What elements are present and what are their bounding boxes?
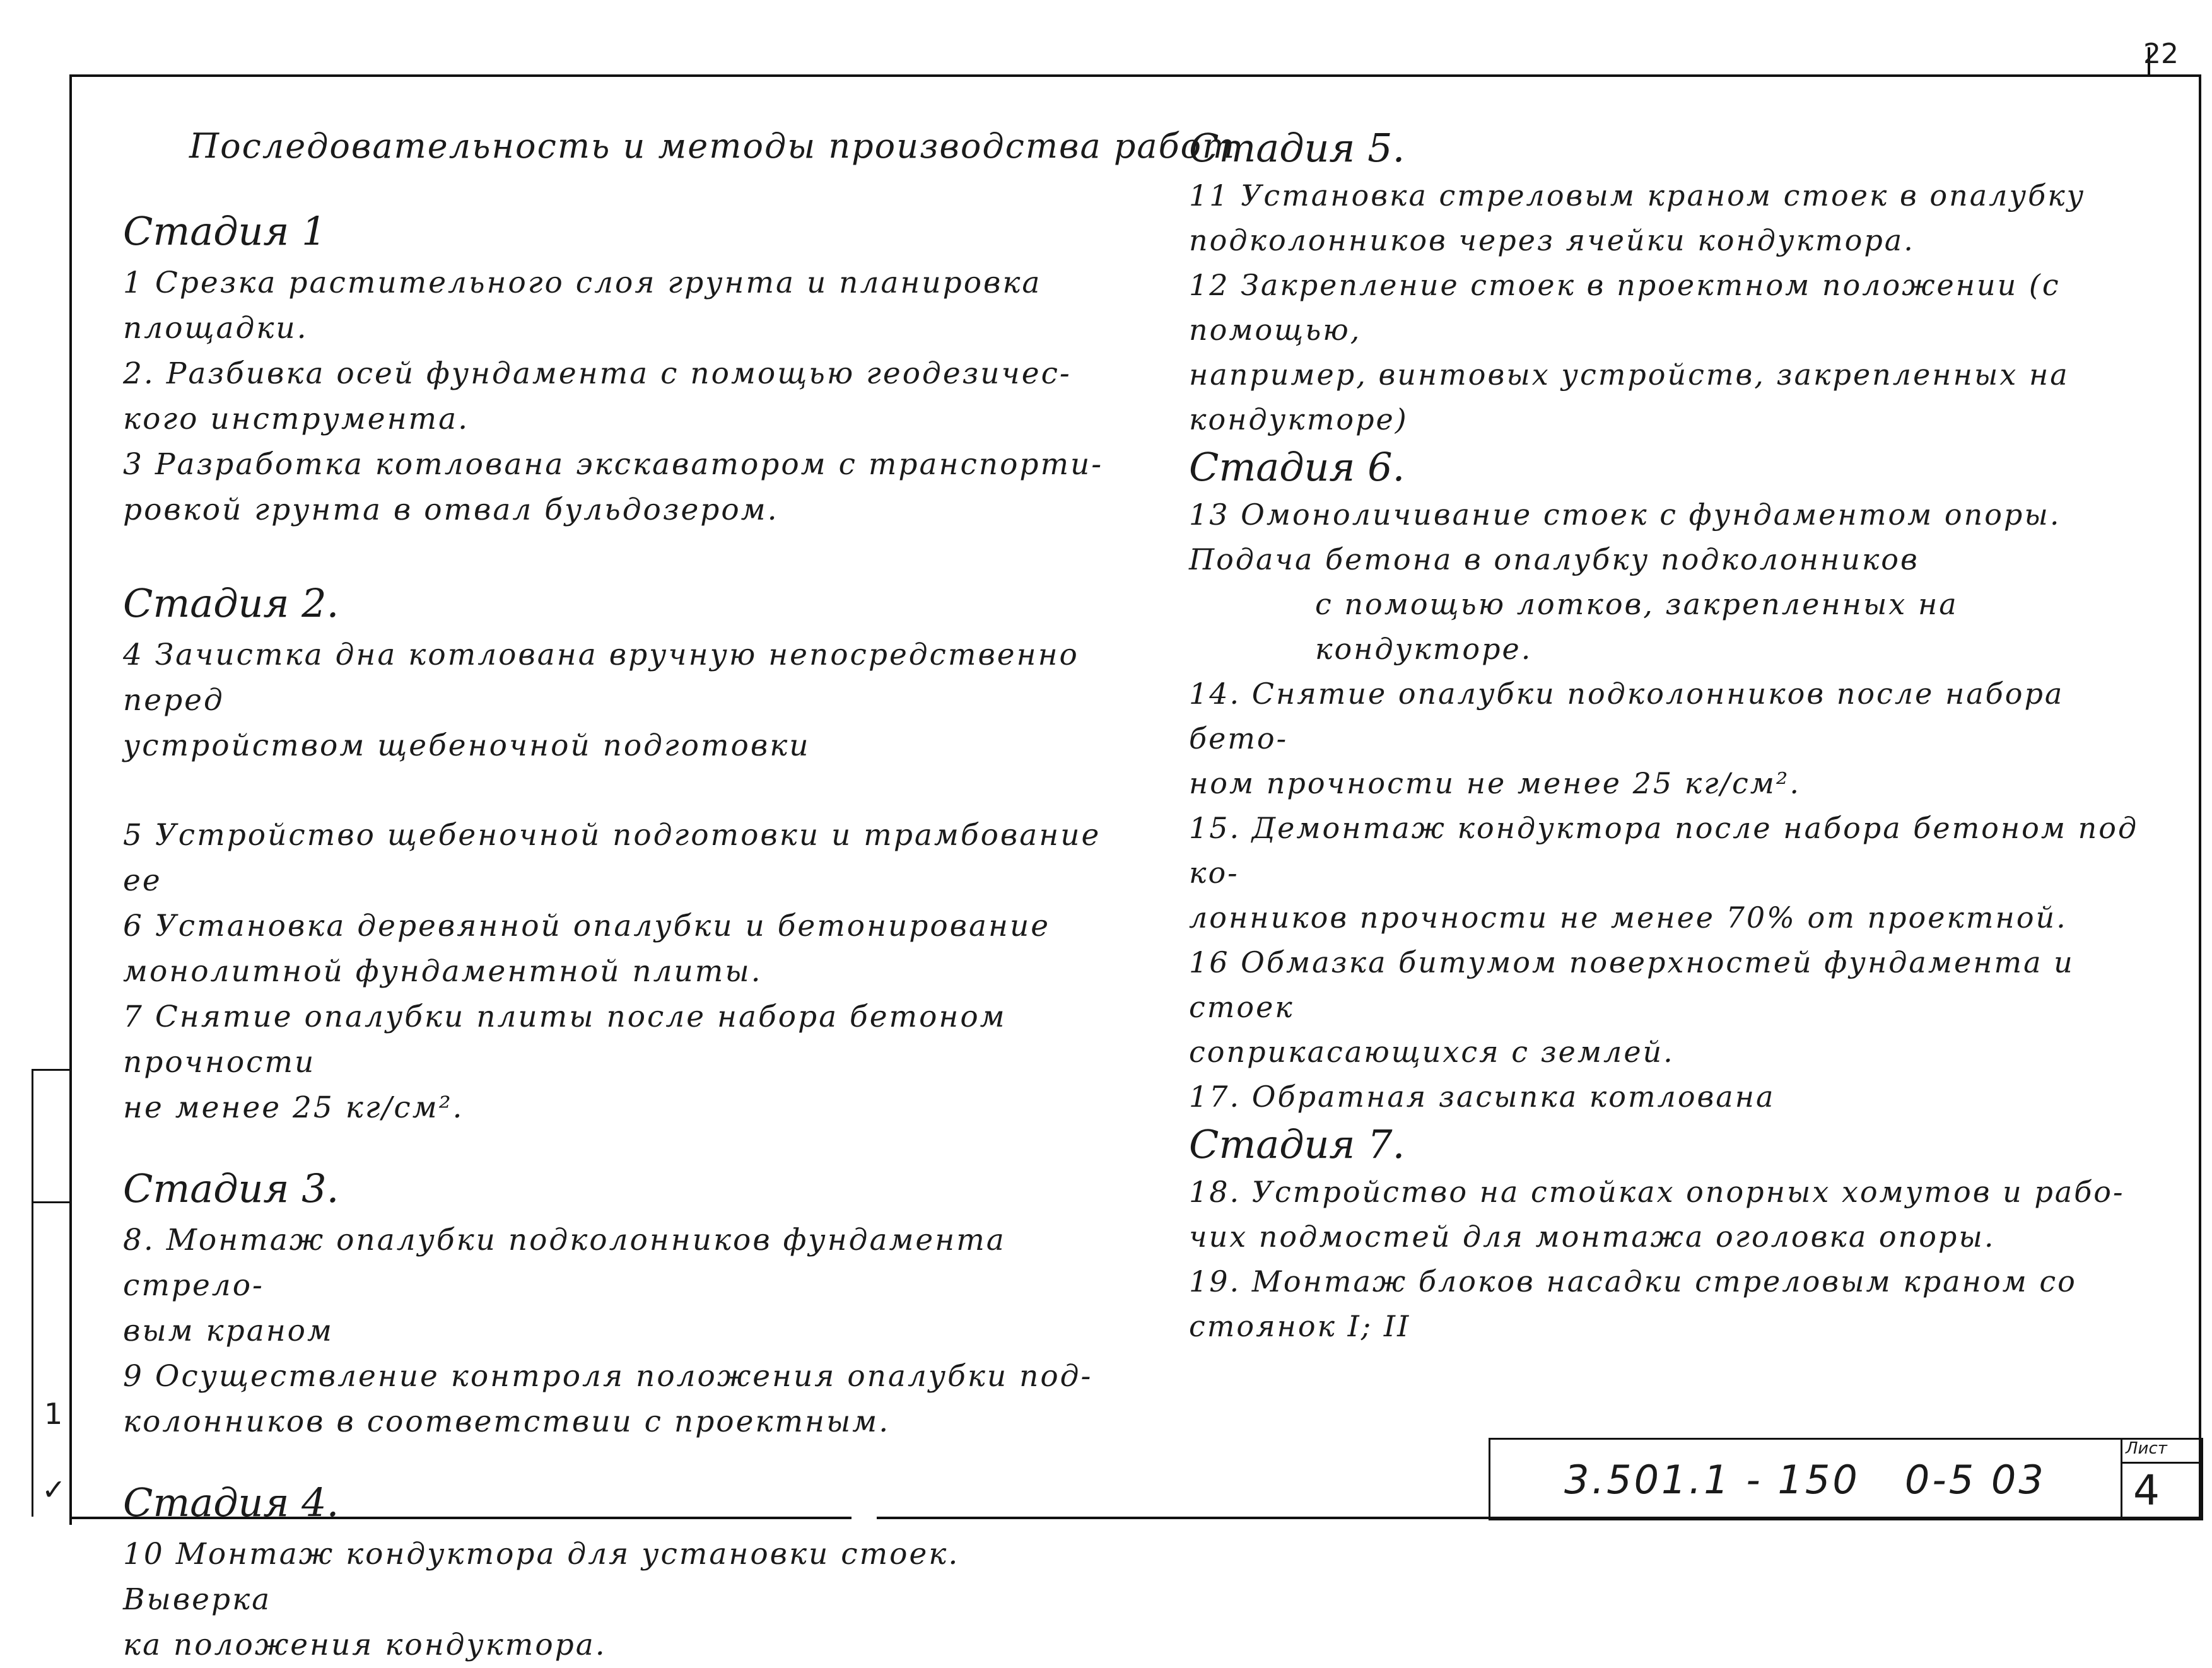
stage4-heading: Стадия 4.: [123, 1479, 339, 1525]
frame-top: [69, 74, 2201, 77]
margin-strip-h1: [32, 1069, 71, 1071]
stage5-heading: Стадия 5.: [1189, 125, 1405, 171]
text-line: кого инструмента.: [123, 402, 470, 436]
text-line: не менее 25 кг/см².: [123, 1090, 464, 1125]
text-line: соприкасающихся с землей.: [1189, 1035, 1675, 1069]
text-line: подколонников через ячейки кондуктора.: [1189, 223, 1915, 257]
text-line: ном прочности не менее 25 кг/см².: [1189, 766, 1801, 800]
text-line: ровкой грунта в отвал бульдозером.: [123, 493, 779, 527]
text-line: колонников в соответствии с проектным.: [123, 1404, 891, 1439]
text-line: 13 Омоноличивание стоек с фундаментом опоры.: [1189, 498, 2061, 532]
text-line: 17. Обратная засыпка котлована: [1189, 1080, 1776, 1114]
text-line: 16 Обмазка битумом поверхностей фундамента и стоек: [1189, 945, 2074, 1024]
text-line: площадки.: [123, 311, 308, 346]
text-line: 8. Монтаж опалубки подколонников фундамента стрело-: [123, 1223, 1006, 1303]
stage2-heading: Стадия 2.: [123, 580, 339, 626]
text-line: с помощью лотков, закрепленных на кондукторе.: [1315, 587, 1958, 666]
stamp-sheet-divider: [2121, 1438, 2122, 1517]
stage1-heading: Стадия 1: [123, 208, 327, 254]
stage6-heading: Стадия 6.: [1189, 444, 1405, 490]
text-line: 4 Зачистка дна котлована вручную непосредственно перед: [123, 638, 1079, 718]
stamp-sheet-label-line: [2121, 1462, 2199, 1464]
text-line: Подача бетона в опалубку подколонников: [1189, 542, 1919, 576]
page-title: Последовательность и методы производства работ: [189, 126, 1236, 166]
text-line: 2. Разбивка осей фундамента с помощью геодезичес-: [123, 356, 1072, 391]
text-line: 9 Осуществление контроля положения опалубки под-: [123, 1359, 1093, 1394]
text-line: устройством щебеночной подготовки: [123, 728, 810, 763]
text-line: например, винтовых устройств, закрепленных на: [1189, 358, 2069, 392]
text-line: 1 Срезка растительного слоя грунта и планировка: [123, 265, 1042, 300]
text-line: вым краном: [123, 1314, 334, 1348]
sheet-label: Лист: [2126, 1439, 2167, 1458]
text-line: 18. Устройство на стойках опорных хомутов и рабо-: [1189, 1175, 2125, 1209]
stage3-heading: Стадия 3.: [123, 1165, 339, 1211]
text-line: 7 Снятие опалубки плиты после набора бетоном прочности: [123, 1000, 1007, 1080]
text-line: 15. Демонтаж кондуктора после набора бетоном под ко-: [1189, 811, 2139, 890]
text-line: монолитной фундаментной плиты.: [123, 954, 763, 989]
frame-right: [2199, 74, 2201, 1519]
text-line: 5 Устройство щебеночной подготовки и трамбование ее: [123, 818, 1101, 898]
margin-strip-h2: [32, 1201, 71, 1203]
text-line: 11 Установка стреловым краном стоек в опалубку: [1189, 178, 2086, 213]
right-column: [1189, 123, 2173, 1349]
text-line: ка положения кондуктора.: [123, 1628, 607, 1662]
corner-number: 22: [2143, 38, 2179, 70]
left-column: [123, 208, 1107, 1668]
spacer: [123, 769, 1107, 813]
sheet-number: 4: [2133, 1466, 2160, 1515]
text-line: 10 Монтаж кондуктора для установки стоек. Выверка: [123, 1537, 960, 1617]
text-line: 19. Монтаж блоков насадки стреловым краном со: [1189, 1264, 2077, 1298]
text-line: 14. Снятие опалубки подколонников после набора бето-: [1189, 677, 2064, 755]
text-line: 6 Установка деревянной опалубки и бетонирование: [123, 909, 1051, 943]
text-line: чих подмостей для монтажа оголовка опоры.: [1189, 1220, 1996, 1254]
side-mark-check: ✓: [42, 1473, 66, 1507]
stage7-heading: Стадия 7.: [1189, 1121, 1405, 1167]
text-line: 3 Разработка котлована экскаватором с транспорти-: [123, 447, 1104, 482]
text-line: лонников прочности не менее 70% от проектной.: [1189, 901, 2068, 935]
document-code: 3.501.1 - 150 0-5 03: [1564, 1457, 2046, 1503]
text-line: стоянок I; II: [1189, 1309, 1411, 1343]
text-line: 12 Закрепление стоек в проектном положении (с помощью,: [1189, 268, 2061, 347]
text-line: кондукторе): [1189, 402, 1408, 436]
side-mark-1: 1: [44, 1397, 63, 1431]
frame-left: [69, 74, 72, 1525]
margin-strip-v: [32, 1069, 33, 1517]
